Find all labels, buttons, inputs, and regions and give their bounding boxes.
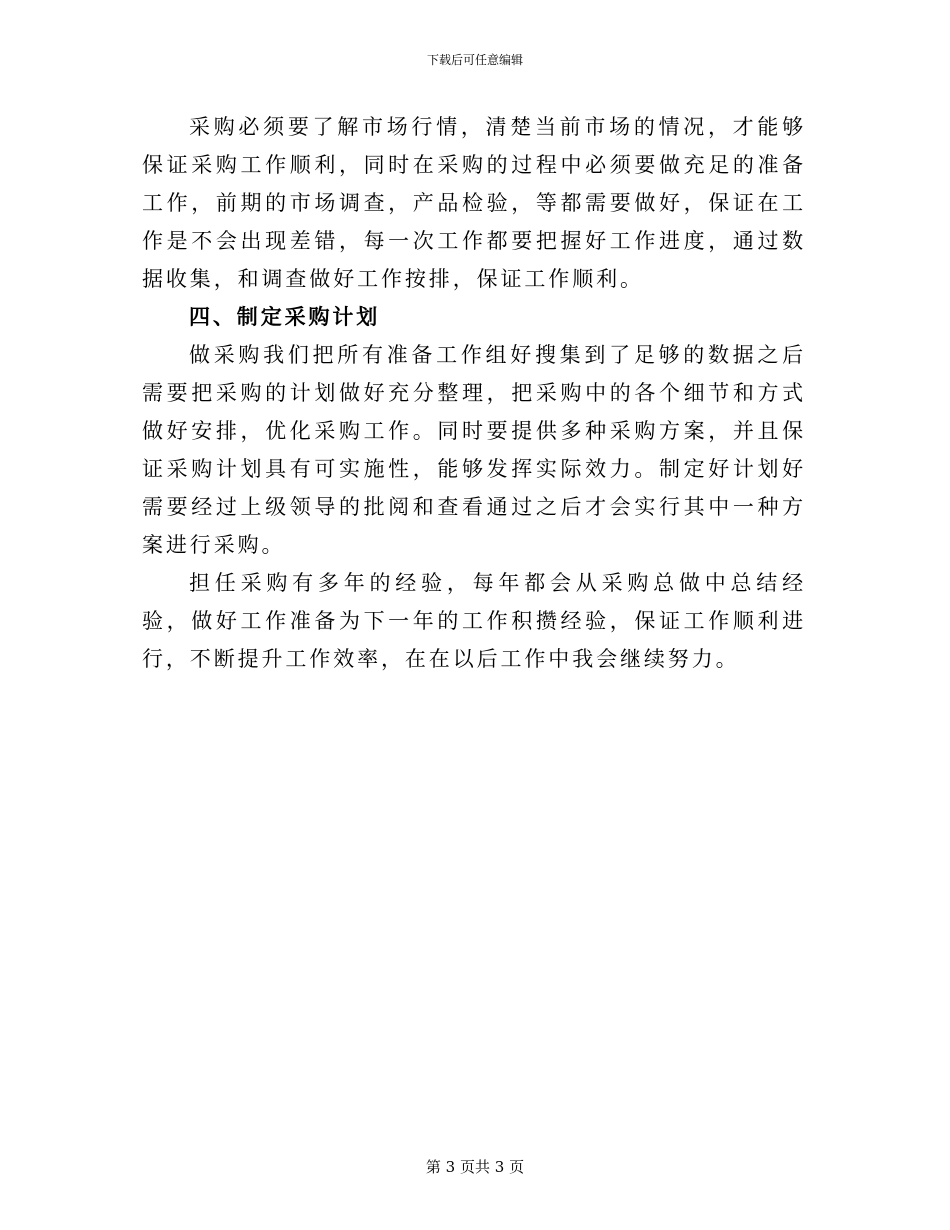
paragraph-experience-summary: 担任采购有多年的经验，每年都会从采购总做中总结经验，做好工作准备为下一年的工作积攒经验，保证工作顺利进行，不断提升工作效率，在在以后工作中我会继续努力。	[142, 571, 806, 671]
paragraph-purchase-plan: 做采购我们把所有准备工作组好搜集到了足够的数据之后需要把采购的计划做好充分整理，把采购中的各个细节和方式做好安排，优化采购工作。同时要提供多种采购方案，并且保证采购计划具有可实施性，能够发挥实际效力。制定好计划好需要经过上级领导的批阅和查看通过之后才会实行其中一种方案进行采购。	[142, 343, 806, 557]
section-heading-purchase-plan: 四、制定采购计划	[189, 304, 381, 329]
paragraph-market-research: 采购必须要了解市场行情，清楚当前市场的情况，才能够保证采购工作顺利，同时在采购的过程中必须要做充足的准备工作，前期的市场调查，产品检验，等都需要做好，保证在工作是不会出现差错，每一次工作都要把握好工作进度，通过数据收集，和调查做好工作按排，保证工作顺利。	[142, 115, 806, 291]
page-header: 下载后可任意编辑	[426, 53, 523, 67]
document-body	[142, 108, 806, 678]
page-number: 第 3 页共 3 页	[425, 1158, 525, 1176]
